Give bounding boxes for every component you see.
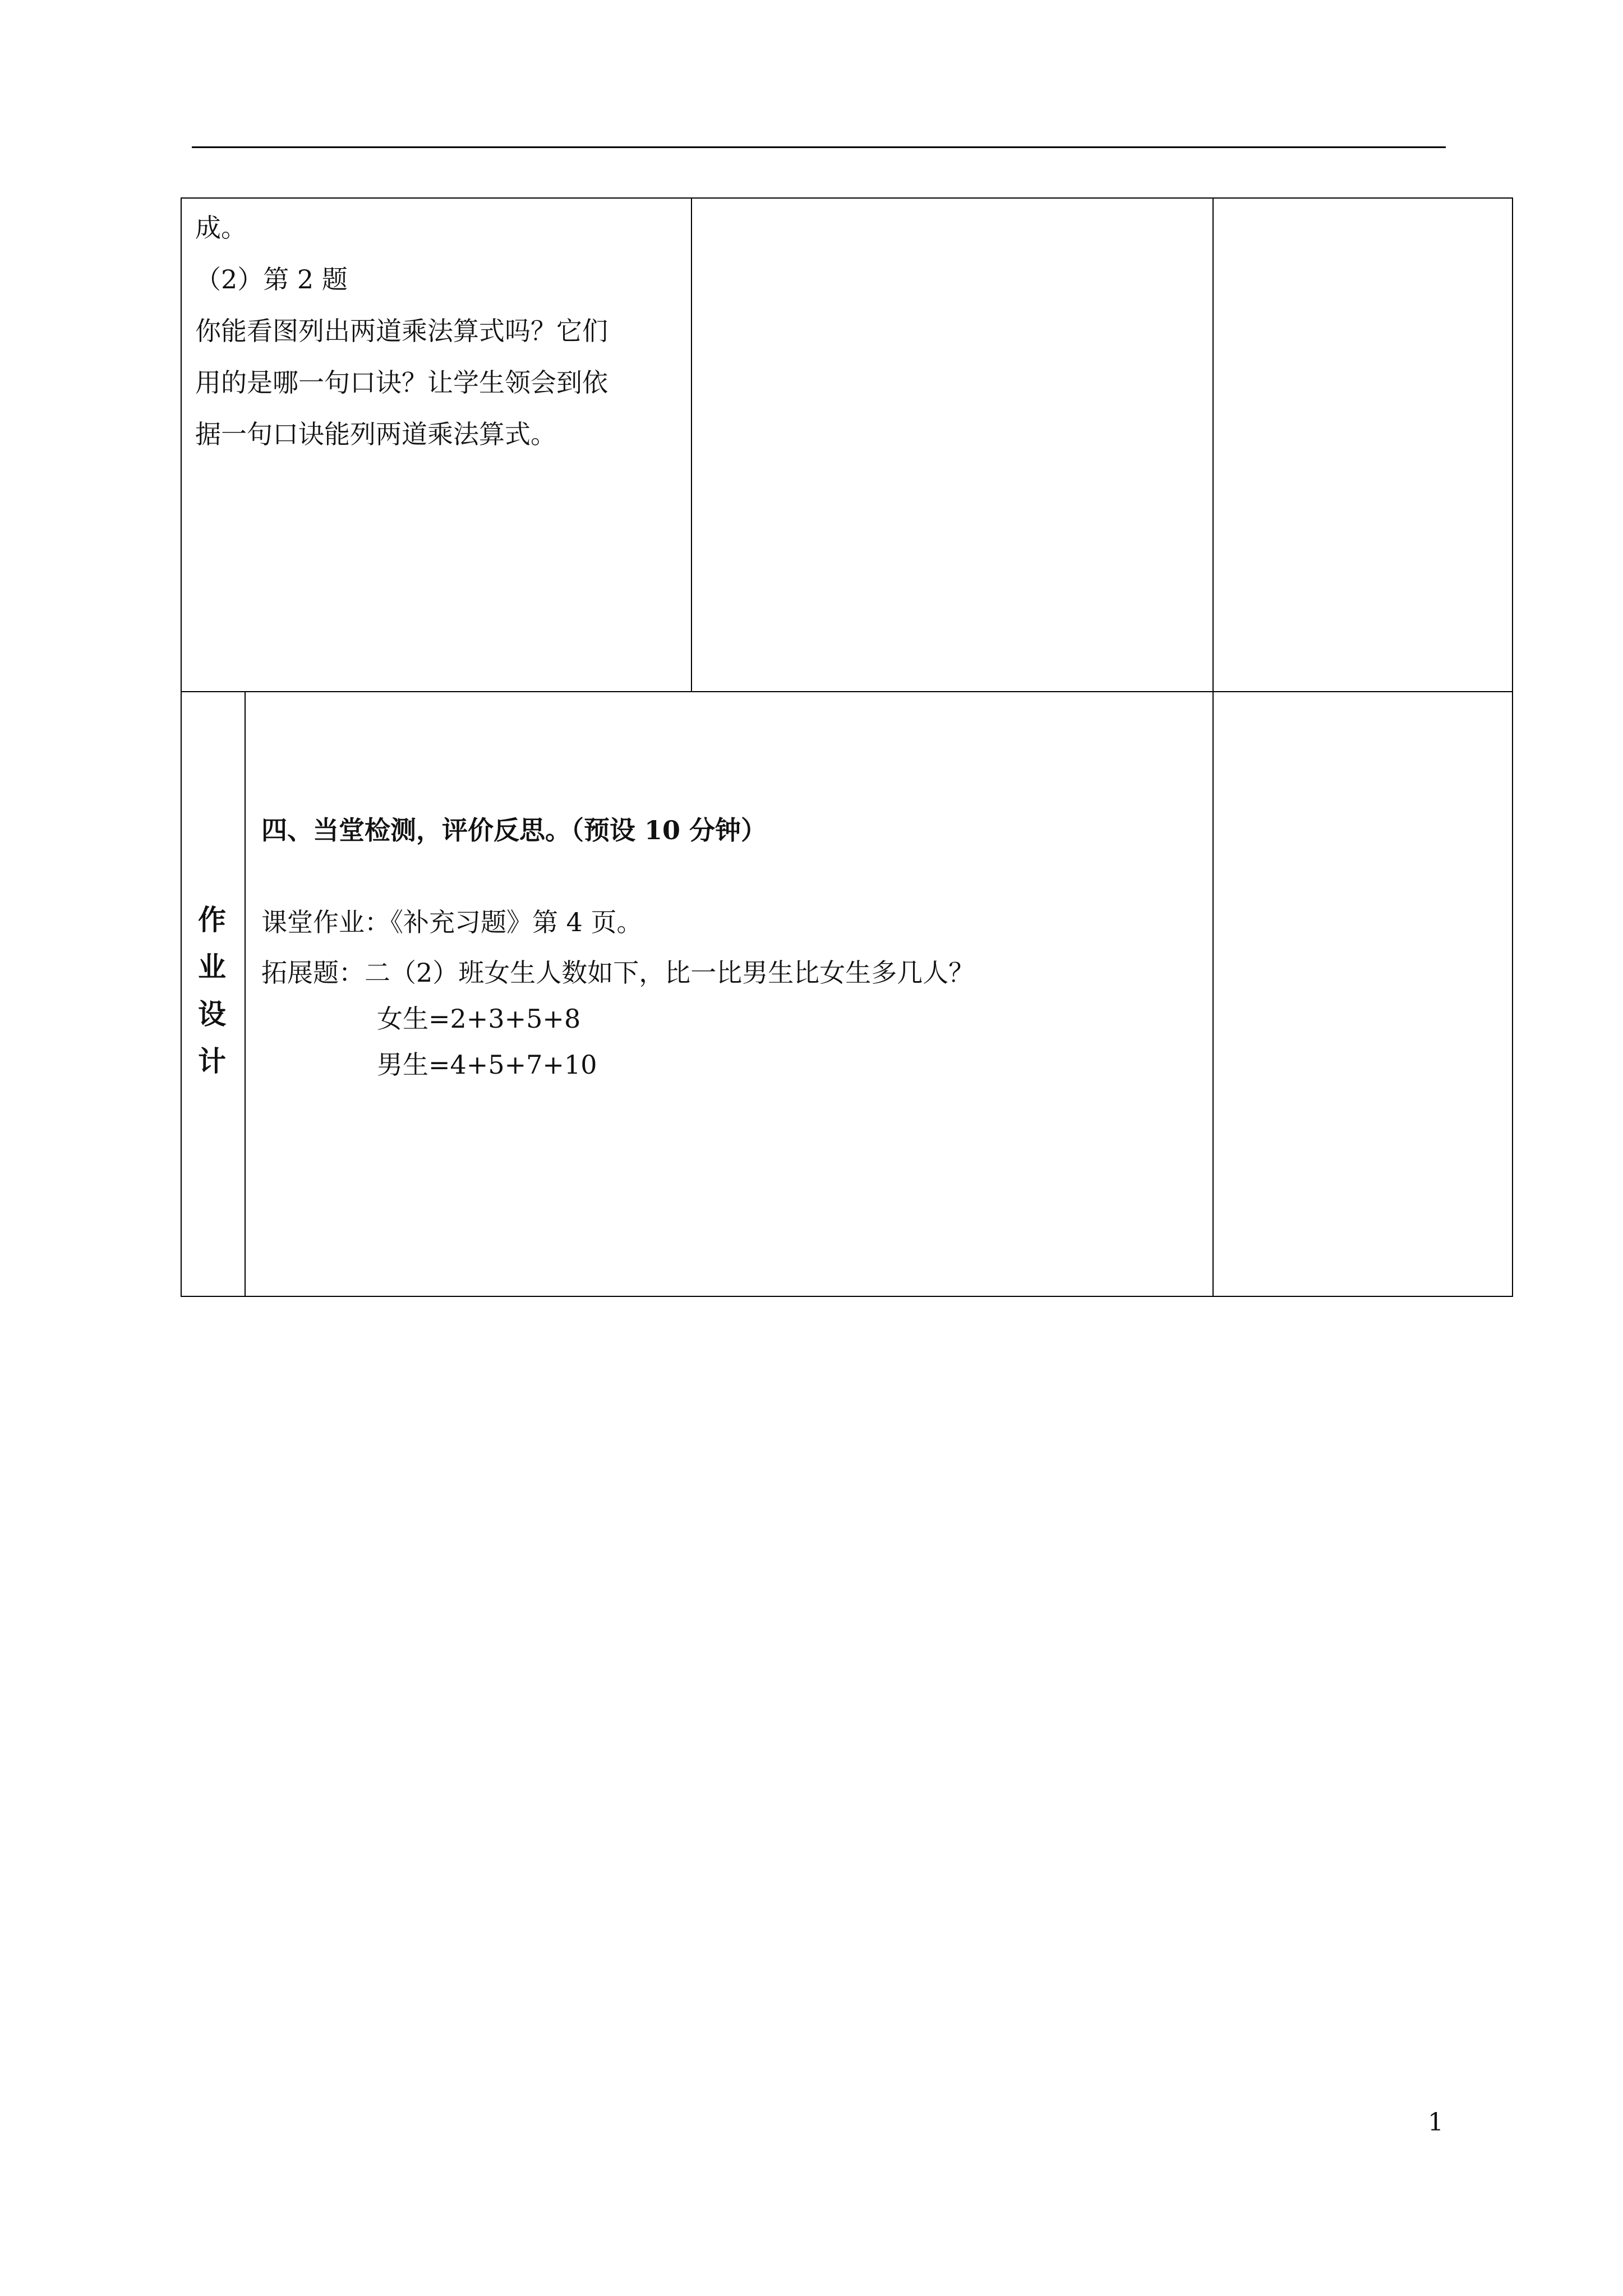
row-divider [181,691,1513,692]
header-rule [192,146,1446,148]
col-divider-right [1212,197,1214,1297]
text-line: 你能看图列出两道乘法算式吗？它们 [195,316,608,346]
col-divider-mid [691,197,692,692]
extension-line: 拓展题：二（2）班女生人数如下，比一比男生比女生多几人？ [261,958,975,988]
label-char: 计 [198,1045,226,1078]
label-char: 作 [198,903,226,936]
label-char: 设 [198,997,226,1030]
col-divider-label [245,691,246,1297]
boys-equation: 男生=4+5+7+10 [377,1050,597,1080]
text-line: （2）第 2 题 [195,264,348,295]
page-number: 1 [1428,2108,1444,2137]
text-line: 据一句口诀能列两道乘法算式。 [195,419,556,449]
girls-equation: 女生=2+3+5+8 [377,1004,581,1034]
text-line: 用的是哪一句口诀？让学生领会到依 [195,367,608,398]
text-line: 成。 [195,213,247,243]
classwork-line: 课堂作业：《补充习题》第 4 页。 [261,907,643,937]
section-heading: 四、当堂检测，评价反思。（预设 10 分钟） [261,815,767,845]
label-char: 业 [198,950,226,983]
